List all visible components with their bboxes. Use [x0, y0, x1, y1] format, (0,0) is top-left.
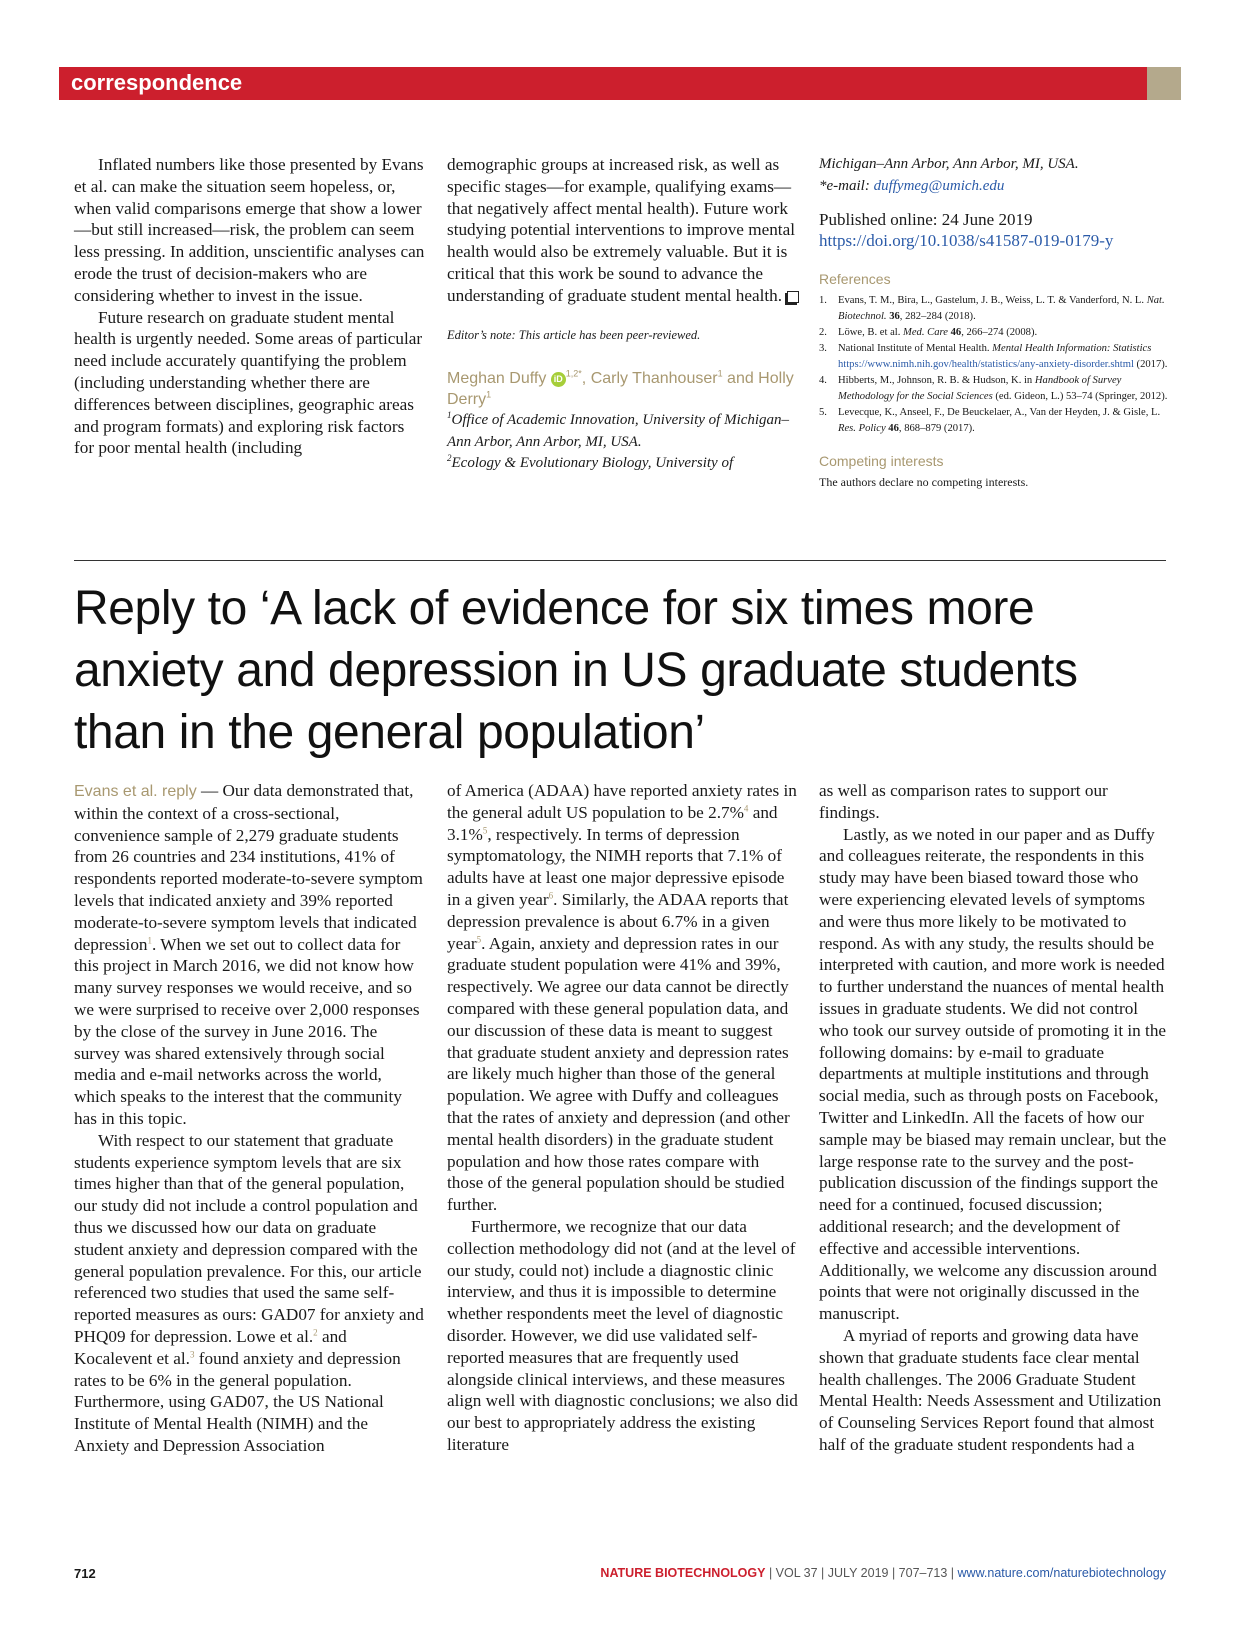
reference-text: , 868–879 (2017).: [898, 422, 975, 434]
end-mark-icon: [787, 291, 799, 303]
reply-column-3: [819, 780, 1171, 1456]
reply-paragraph: A myriad of reports and growing data have shown that graduate students face clear mental health challenges. The 2006 Graduate Student Mental Health: Needs Assessment and Utilization of Counseling Services Report found that almost half of the graduate student respondents had a: [819, 1325, 1162, 1454]
reply-paragraph: [74, 1130, 426, 1457]
reply-text: and 3.1%: [447, 802, 778, 844]
reference-volume: 46: [947, 326, 962, 338]
affiliation-continued: Michigan–Ann Arbor, Ann Arbor, MI, USA.: [819, 156, 1079, 172]
reference-number: 5.: [819, 406, 827, 418]
issue-info: | VOL 37 | JULY 2019 | 707–713 |: [765, 1566, 958, 1580]
orcid-icon[interactable]: iD: [551, 372, 566, 387]
citation-sup[interactable]: 6: [548, 890, 554, 901]
reply-text: . Similarly, the ADAA reports that depression prevalence is about 6.7% in a given year: [447, 889, 789, 953]
reference-text: (2017).: [1133, 358, 1168, 370]
email-label: *e-mail:: [819, 177, 874, 194]
letter-paragraph: [447, 154, 799, 307]
affiliation-sup: 2: [447, 453, 452, 464]
citation-sup[interactable]: 1: [147, 934, 153, 945]
reference-volume: 46: [885, 422, 899, 434]
citation-sup[interactable]: 4: [743, 803, 749, 814]
competing-interests-text: The authors declare no competing interests.: [819, 474, 1029, 489]
author-affiliation-sup: 1,2*: [565, 369, 582, 380]
reference-text: , 282–284 (2018).: [899, 310, 976, 322]
letter-paragraph: Future research on graduate student mental health is urgently needed. Some areas of particular need include accurately quantifying the problem (including understanding whether there are differences between disciplines, geographic areas and program formats) and exploring risk factors for poor mental health (including: [74, 307, 423, 458]
citation-sup[interactable]: 3: [189, 1348, 195, 1359]
reply-paragraph: Furthermore, we recognize that our data collection methodology did not (and at the level of our study, could not) include a diagnostic clinic interview, and thus it is impossible to determine whether respondents meet the level of diagnostic disorder. However, we did use validated self-reported measures that are frequently used alongside clinical interviews, and these measures align well with diagnostic conclusions; we also did our best to appropriately address the existing literature: [447, 1216, 798, 1454]
reference-text: Löwe, B. et al.: [838, 326, 904, 338]
affiliation-1: [447, 410, 799, 453]
reference-number: 1.: [819, 294, 827, 306]
reply-text: . When we set out to collect data for this project in March 2016, we did not know how many survey responses we would receive, and so we were surprised to receive over 2,000 responses by the close of the survey in June 2016. The survey was shared extensively through social media and e-mail networks across the world, which speaks to the interest that the community has in this topic.: [74, 934, 420, 1128]
competing-interests-heading: Competing interests: [819, 452, 944, 469]
reference-text: (ed. Gideon, L.) 53–74 (Springer, 2012).: [992, 390, 1168, 402]
reference-volume: 36: [886, 310, 900, 322]
section-header-bar: [59, 67, 1181, 100]
reference-text: National Institute of Mental Health.: [838, 342, 993, 354]
article-title: Reply to ‘A lack of evidence for six times more anxiety and depression in US graduate students than in the general population’: [74, 582, 1078, 759]
letter-paragraph-text: demographic groups at increased risk, as well as specific stages—for example, qualifying exams—that negatively affect mental health). Future work studying potential interventions to improve mental health would also be extremely valuable. But it is critical that this work be sound to advance the understanding of graduate student mental health.: [447, 155, 795, 305]
citation-sup[interactable]: 2: [313, 1327, 318, 1338]
reply-text: . Again, anxiety and depression rates in our graduate student population were 41% and 39%, respectively. We agree our data cannot be directly compared with these general population data, and our discussion of these data is meant to suggest that graduate student anxiety and depression rates are likely much higher than those of the general population. We agree with Duffy and colleagues that the rates of anxiety and depression (and other mental health disorders) in the graduate student population and how those rates compare with those of the general population should be studied further.: [447, 933, 790, 1215]
letter-column-3: [819, 154, 1171, 491]
affiliation-2: [447, 453, 799, 475]
section-label: correspondence: [71, 70, 243, 95]
footer-citation: [600, 1566, 1166, 1580]
reply-label: Evans et al. reply: [74, 783, 197, 800]
reference-link[interactable]: https://www.nimh.nih.gov/health/statistics/any-anxiety-disorder.shtml: [838, 358, 1134, 370]
reference-number: 2.: [819, 326, 827, 338]
reply-text: found anxiety and depression rates to be 6% in the general population. Furthermore, using GAD07, the US National Institute of Mental Health (NIMH) and the Anxiety and Depression Association: [74, 1348, 401, 1455]
reference-item: [819, 341, 1171, 373]
reference-journal: Handbook of Survey Methodology for the Social Sciences: [838, 374, 1122, 402]
reference-item: [819, 373, 1171, 405]
reference-journal: Med. Care: [903, 326, 948, 338]
reference-item: [819, 293, 1171, 325]
journal-url-link[interactable]: www.nature.com/naturebiotechnology: [957, 1566, 1166, 1580]
reply-column-2: [447, 780, 799, 1456]
reply-text: , respectively. In terms of depression symptomatology, the NIMH reports that 7.1% of adults have at least one major depressive episode in a given year: [447, 824, 785, 909]
reply-text: and Kocalevent et al.: [74, 1326, 347, 1368]
author-list: [447, 368, 799, 410]
affiliation-sup: 1: [447, 410, 452, 421]
letter-paragraph: Inflated numbers like those presented by Evans et al. can make the situation seem hopeless, or, when valid comparisons emerge that show a lower—but still increased—risk, the problem can seem less pressing. In addition, unscientific analyses can erode the trust of decision-makers who are considering whether to invest in the issue.: [74, 155, 425, 305]
reference-number: 3.: [819, 342, 827, 354]
reply-text: of America (ADAA) have reported anxiety rates in the general adult US population to be 2.7%: [447, 781, 797, 822]
letter-column-2: [447, 154, 799, 475]
page-number: 712: [74, 1566, 96, 1581]
reply-paragraph: Lastly, as we noted in our paper and as Duffy and colleagues reiterate, the respondents in this study may have been biased toward those who were experiencing elevated levels of symptoms and were thus more likely to be motivated to respond. As with any study, the results should be interpreted with caution, and more work is needed to further understand the nuances of mental health issues in graduate students. We did not control who took our survey outside of promoting it in the following domains: by e-mail to graduate departments at multiple institutions and through social media, such as through posts on Facebook, Twitter and LinkedIn. All the facets of how our sample may be biased may remain unclear, but the large response rate to the survey and the post-publication discussion of the findings support the need for a continued, focused discussion; additional research; and the development of effective and accessible interventions. Additionally, we welcome any discussion around points that were not originally discussed in the manuscript.: [819, 824, 1167, 1324]
reference-text: Evans, T. M., Bira, L., Gastelum, J. B., Weiss, L. T. & Vanderford, N. L.: [838, 294, 1147, 306]
reference-item: [819, 405, 1171, 437]
references-heading: References: [819, 271, 891, 287]
reference-text: Levecque, K., Anseel, F., De Beuckelaer, A., Van der Heyden, J. & Gisle, L.: [838, 406, 1161, 418]
email-link[interactable]: duffymeg@umich.edu: [873, 177, 1005, 194]
author-affiliation-sup: 1: [486, 390, 492, 401]
reference-journal: Nat. Biotechnol.: [838, 294, 1165, 322]
reference-text: , 266–274 (2008).: [961, 326, 1038, 338]
affiliation-text: Office of Academic Innovation, University of Michigan–Ann Arbor, Ann Arbor, MI, USA.: [447, 412, 790, 450]
reply-paragraph: [447, 780, 799, 1216]
journal-name: NATURE BIOTECHNOLOGY: [600, 1566, 766, 1580]
reference-text: Hibberts, M., Johnson, R. B. & Hudson, K. in: [838, 374, 1035, 386]
contact-email: [819, 176, 1171, 198]
editor-note: Editor’s note: This article has been peer-reviewed.: [447, 327, 701, 342]
reference-journal: Res. Policy: [838, 422, 886, 434]
reply-paragraph: [74, 780, 426, 1130]
author-name: and Holly Derry: [447, 370, 794, 409]
letter-column-1: [74, 154, 426, 459]
reference-item: [819, 325, 1171, 341]
author-name: Meghan Duffy: [447, 370, 547, 388]
section-divider: [74, 560, 1166, 561]
published-date: Published online: 24 June 2019: [819, 210, 1033, 229]
reply-text: With respect to our statement that graduate students experience symptom levels that are six times higher than that of the general population, our study did not include a control population and thus we discussed how our data on graduate student anxiety and depression compared with the general population prevalence. For this, our article referenced two studies that used the same self-reported measures as ours: GAD07 for anxiety and PHQ09 for depression. Lowe et al.: [74, 1130, 424, 1346]
doi-link[interactable]: https://doi.org/10.1038/s41587-019-0179-y: [819, 231, 1114, 250]
affiliation-text: Ecology & Evolutionary Biology, University of: [451, 455, 734, 472]
reply-paragraph: as well as comparison rates to support our findings.: [819, 781, 1108, 822]
citation-sup[interactable]: 5: [482, 824, 488, 835]
author-affiliation-sup: 1: [717, 369, 723, 380]
reference-journal: Mental Health Information: Statistics: [992, 342, 1152, 354]
reference-list: [819, 293, 1171, 437]
reference-number: 4.: [819, 374, 827, 386]
reply-text: — Our data demonstrated that, within the context of a cross-sectional, convenience sample of 2,279 graduate students from 26 countries and 234 institutions, 41% of respondents reported moderate-to-severe symptom levels that indicated anxiety and 39% reported moderate-to-severe symptom levels that indicated depression: [74, 781, 423, 954]
citation-sup[interactable]: 5: [476, 933, 482, 944]
reply-column-1: [74, 780, 426, 1457]
author-name: , Carly Thanhouser: [581, 370, 718, 388]
